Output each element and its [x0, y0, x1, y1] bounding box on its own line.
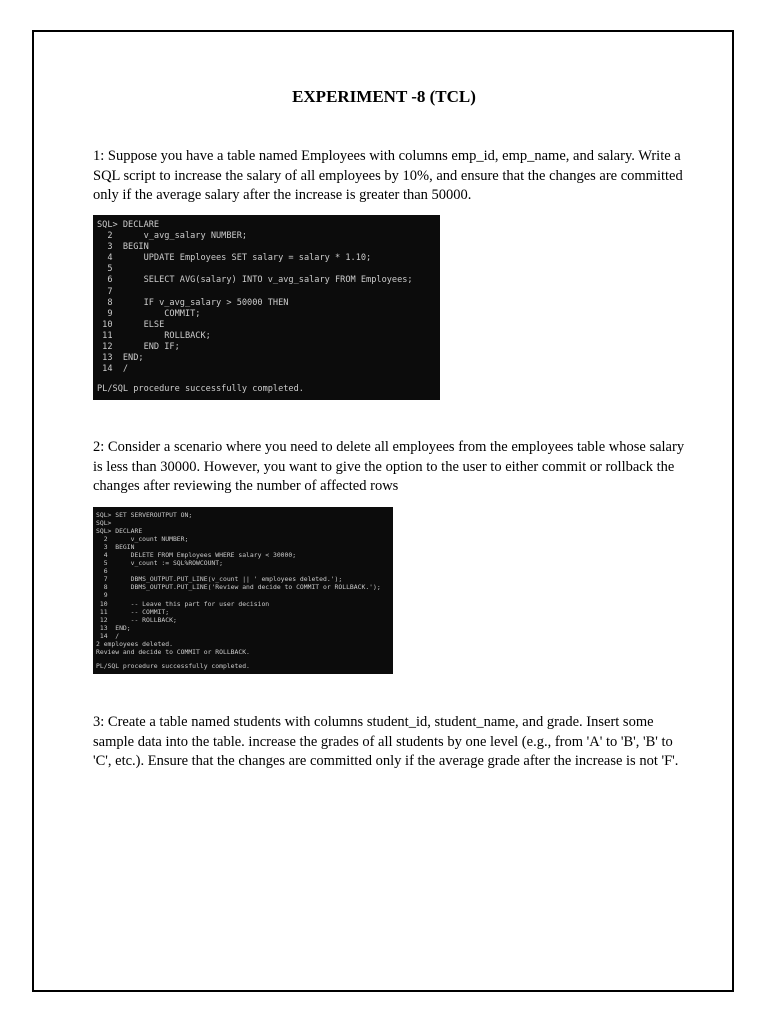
page-title: EXPERIMENT -8 (TCL) — [292, 87, 476, 106]
terminal-2-line: 10 -- Leave this part for user decision — [96, 599, 270, 608]
terminal-1-line: 11 ROLLBACK; — [97, 330, 211, 341]
terminal-1-line: 7 — [97, 286, 113, 297]
terminal-screenshot-1 — [93, 215, 440, 400]
terminal-2-line: 2 employees deleted. — [96, 639, 173, 648]
question-2-text: 2: Consider a scenario where you need to delete all employees from the employees table whose salary is less than 30000. However, you want to give the option to the user to either commit or rollback the changes after reviewing the number of affected rows — [93, 439, 685, 495]
terminal-1-line: 12 END IF; — [97, 342, 180, 353]
question-3-text: 3: Create a table named students with columns student_id, student_name, and grade. Insert some sample data into the table. increase the grades of all students by one level (e.g., from 'A' to 'B', 'B' to 'C', etc.). Ensure that the changes are committed only if the average grade after the increase is not 'F'. — [93, 714, 679, 770]
terminal-2-line: 13 END; — [96, 623, 131, 632]
terminal-2-line: 11 -- COMMIT; — [96, 607, 170, 616]
terminal-1-line: 8 IF v_avg_salary > 50000 THEN — [97, 297, 289, 308]
terminal-2-line: 3 BEGIN — [96, 543, 135, 552]
terminal-1-line: 6 SELECT AVG(salary) INTO v_avg_salary FROM Employees; — [97, 275, 413, 286]
terminal-1-line: PL/SQL procedure successfully completed. — [97, 383, 304, 394]
question-1-text: 1: Suppose you have a table named Employees with columns emp_id, emp_name, and salary. Write a SQL script to increase the salary of all employees by 10%, and ensure that the changes are committed only if the average salary after the increase is greater than 50000. — [93, 148, 683, 204]
terminal-2-line: 8 DBMS_OUTPUT.PUT_LINE('Review and decide to COMMIT or ROLLBACK.'); — [96, 583, 381, 592]
terminal-2-line: PL/SQL procedure successfully completed. — [96, 662, 250, 671]
terminal-2-line: 7 DBMS_OUTPUT.PUT_LINE(v_count || ' employees deleted.'); — [96, 575, 343, 584]
terminal-2-line: SQL> DECLARE — [96, 527, 143, 536]
terminal-2-line: 2 v_count NUMBER; — [96, 535, 189, 544]
terminal-2-line: 5 v_count := SQL%ROWCOUNT; — [96, 559, 223, 568]
terminal-1-line: 14 / — [97, 364, 129, 375]
terminal-2-line: 12 -- ROLLBACK; — [96, 615, 177, 624]
terminal-1-line: 3 BEGIN — [97, 242, 149, 253]
terminal-1-line: 10 ELSE — [97, 319, 165, 330]
terminal-2-line: SQL> SET SERVEROUTPUT ON; — [96, 511, 193, 519]
terminal-1-line: 4 UPDATE Employees SET salary = salary * 1.10; — [97, 253, 372, 264]
terminal-1-line: 5 — [97, 264, 113, 275]
terminal-2-line: 6 — [96, 567, 108, 576]
terminal-1-line: 13 END; — [97, 353, 144, 364]
terminal-2-line: 14 / — [96, 631, 120, 640]
terminal-1-line: 9 COMMIT; — [97, 308, 201, 319]
terminal-1-line: SQL> DECLARE — [97, 220, 160, 230]
terminal-2-line: 9 — [96, 591, 108, 600]
terminal-screenshot-2 — [93, 507, 393, 674]
terminal-2-line: Review and decide to COMMIT or ROLLBACK. — [96, 647, 250, 656]
terminal-2-line: SQL> — [96, 519, 112, 528]
terminal-1-line: 2 v_avg_salary NUMBER; — [97, 231, 248, 242]
terminal-2-line: 4 DELETE FROM Employees WHERE salary < 30000; — [96, 551, 297, 560]
terminal-1-line — [97, 375, 436, 384]
